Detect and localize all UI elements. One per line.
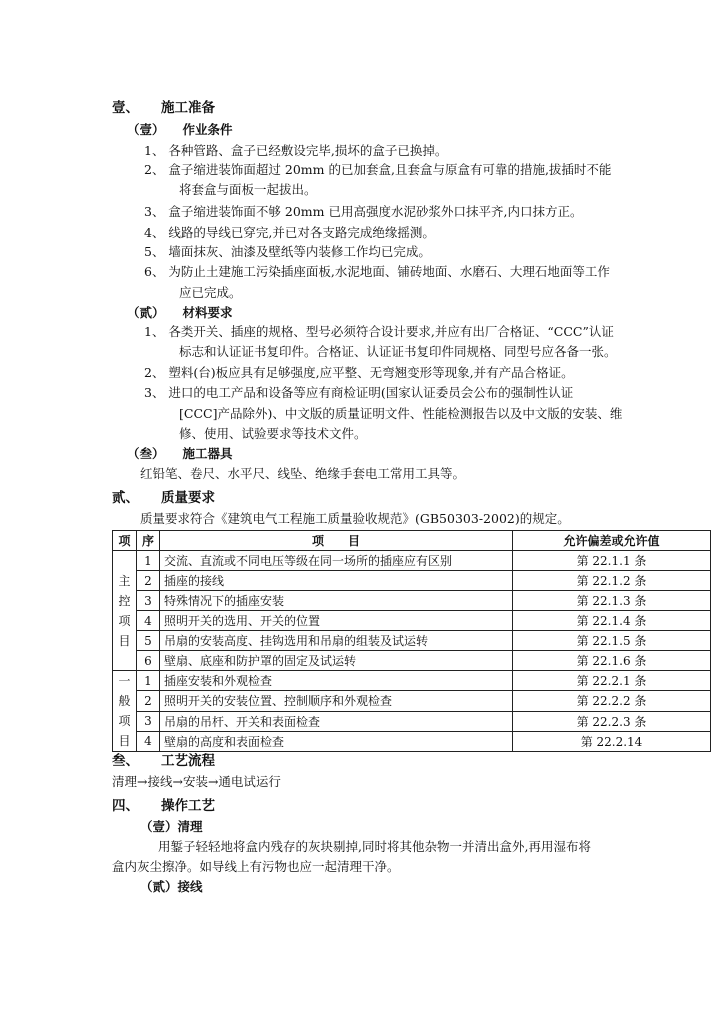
table-header-row (113, 531, 711, 551)
row-item: 壁扇的高度和表面检查 (160, 731, 513, 751)
row-seq: 1 (137, 671, 160, 691)
row-std: 第 22.2.3 条 (513, 711, 711, 731)
group-char: 目 (118, 734, 131, 748)
table-row (113, 571, 711, 591)
list-item: 6、 为防止土建施工污染插座面板,水泥地面、铺砖地面、水磨石、大理石地面等工作 (144, 264, 610, 279)
group-char: 一 (118, 674, 131, 688)
subsection-title: 接线 (177, 879, 203, 894)
subsection-title: 施工器具 (182, 446, 233, 461)
list-item: 3、 盒子缩进装饰面不够 20mm 已用高强度水泥砂浆外口抹平齐,内口抹方正。 (144, 204, 583, 219)
list-item: 4、 线路的导线已穿完,并已对各支路完成绝缘摇测。 (144, 225, 435, 240)
subsection-heading-4-1 (140, 821, 203, 834)
row-std: 第 22.1.2 条 (513, 571, 711, 591)
row-seq: 2 (137, 571, 160, 591)
paragraph-continuation: 盒内灰尘擦净。如导线上有污物也应一起清理干净。 (112, 859, 400, 874)
row-item: 插座的接线 (160, 571, 513, 591)
section-title: 工艺流程 (161, 753, 215, 769)
row-item: 吊扇的安装高度、挂钩选用和吊扇的组装及试运转 (160, 631, 513, 651)
group-general (113, 671, 137, 752)
process-flow-text: 清理→接线→安装→通电试运行 (112, 774, 281, 789)
row-item: 交流、直流或不同电压等级在同一场所的插座应有区别 (160, 551, 513, 571)
row-item: 吊扇的吊杆、开关和表面检查 (160, 711, 513, 731)
subsection-number: （壹） (127, 122, 165, 137)
row-std: 第 22.2.14 (513, 731, 711, 751)
list-item: 2、 塑料(台)板应具有足够强度,应平整、无弯翘变形等现象,并有产品合格证。 (144, 365, 574, 380)
row-seq: 3 (137, 711, 160, 731)
table-row (113, 631, 711, 651)
row-item: 照明开关的安装位置、控制顺序和外观检查 (160, 691, 513, 711)
row-item: 壁扇、底座和防护罩的固定及试运转 (160, 651, 513, 671)
list-item-continuation: 将套盒与面板一起拔出。 (179, 182, 317, 197)
row-seq: 1 (137, 551, 160, 571)
row-seq: 3 (137, 591, 160, 611)
subsection-heading-1-2 (127, 307, 233, 320)
list-item-continuation: 修、使用、试验要求等技术文件。 (179, 426, 367, 441)
list-item-continuation: [CCC]产品除外)、中文版的质量证明文件、性能检测报告以及中文版的安装、维 (179, 406, 623, 421)
row-item: 照明开关的选用、开关的位置 (160, 611, 513, 631)
row-std: 第 22.2.1 条 (513, 671, 711, 691)
row-std: 第 22.1.6 条 (513, 651, 711, 671)
subsection-title: 材料要求 (182, 305, 233, 320)
section-title: 操作工艺 (161, 798, 215, 814)
header-seq: 序 (137, 531, 160, 551)
row-seq: 6 (137, 651, 160, 671)
row-std: 第 22.1.3 条 (513, 591, 711, 611)
section-heading-3 (112, 755, 215, 769)
row-seq: 2 (137, 691, 160, 711)
subsection-number: （贰） (140, 879, 178, 894)
section-number: 壹、 (112, 100, 139, 116)
table-row (113, 691, 711, 711)
group-char: 般 (118, 694, 131, 708)
group-char: 项 (118, 613, 131, 628)
section-heading-4 (112, 800, 215, 814)
group-main-control (113, 551, 137, 671)
table-row (113, 731, 711, 751)
row-item: 特殊情况下的插座安装 (160, 591, 513, 611)
section-number: 四、 (112, 798, 139, 814)
paragraph: 红铅笔、卷尺、水平尺、线坠、绝缘手套电工常用工具等。 (140, 466, 466, 481)
group-char: 项 (118, 714, 131, 728)
header-group: 项 (113, 531, 137, 551)
row-std: 第 22.1.1 条 (513, 551, 711, 571)
subsection-heading-1-1 (127, 124, 233, 137)
table-row (113, 671, 711, 691)
row-std: 第 22.2.2 条 (513, 691, 711, 711)
group-char: 主 (118, 573, 131, 588)
list-item: 1、 各种管路、盒子已经敷设完毕,损坏的盒子已换掉。 (144, 143, 448, 158)
subsection-heading-1-3 (127, 448, 233, 461)
subsection-title: 清理 (177, 819, 203, 834)
table-row (113, 711, 711, 731)
subsection-title: 作业条件 (182, 122, 233, 137)
list-item-continuation: 标志和认证证书复印件。合格证、认证证书复印件同规格、同型号应各备一张。 (179, 344, 617, 359)
list-item: 5、 墙面抹灰、油漆及壁纸等内装修工作均已完成。 (144, 244, 431, 259)
row-std: 第 22.1.5 条 (513, 631, 711, 651)
row-seq: 4 (137, 611, 160, 631)
header-item: 项 目 (160, 531, 513, 551)
subsection-number: （壹） (140, 819, 178, 834)
section-title: 施工准备 (161, 100, 215, 116)
row-std: 第 22.1.4 条 (513, 611, 711, 631)
group-char: 目 (118, 633, 131, 648)
group-char: 控 (118, 593, 131, 608)
paragraph: 用錾子轻轻地将盒内残存的灰块剔掉,同时将其他杂物一并清出盒外,再用湿布将 (158, 839, 591, 854)
table-row (113, 611, 711, 631)
list-item: 3、 进口的电工产品和设备等应有商检证明(国家认证委员会公布的强制性认证 (144, 385, 574, 400)
section-number: 贰、 (112, 490, 139, 506)
quality-requirements-table (112, 530, 711, 752)
section-heading-2 (112, 492, 215, 506)
header-std: 允许偏差或允许值 (513, 531, 711, 551)
row-seq: 4 (137, 731, 160, 751)
subsection-number: （贰） (127, 305, 165, 320)
subsection-number: （叁） (127, 446, 165, 461)
row-item: 插座安装和外观检查 (160, 671, 513, 691)
list-item: 1、 各类开关、插座的规格、型号必须符合设计要求,并应有出厂合格证、“CCC”认证 (144, 324, 614, 339)
list-item-continuation: 应已完成。 (179, 285, 242, 300)
section-heading-1 (112, 102, 215, 116)
list-item: 2、 盒子缩进装饰面超过 20mm 的已加套盒,且套盒与原盒有可靠的措施,拔插时不能 (144, 162, 612, 177)
table-row (113, 591, 711, 611)
section-title: 质量要求 (161, 490, 215, 506)
table-row (113, 651, 711, 671)
section-number: 叁、 (112, 753, 139, 769)
paragraph: 质量要求符合《建筑电气工程施工质量验收规范》(GB50303-2002)的规定。 (140, 511, 570, 526)
subsection-heading-4-2 (140, 881, 203, 894)
row-seq: 5 (137, 631, 160, 651)
table-row (113, 551, 711, 571)
